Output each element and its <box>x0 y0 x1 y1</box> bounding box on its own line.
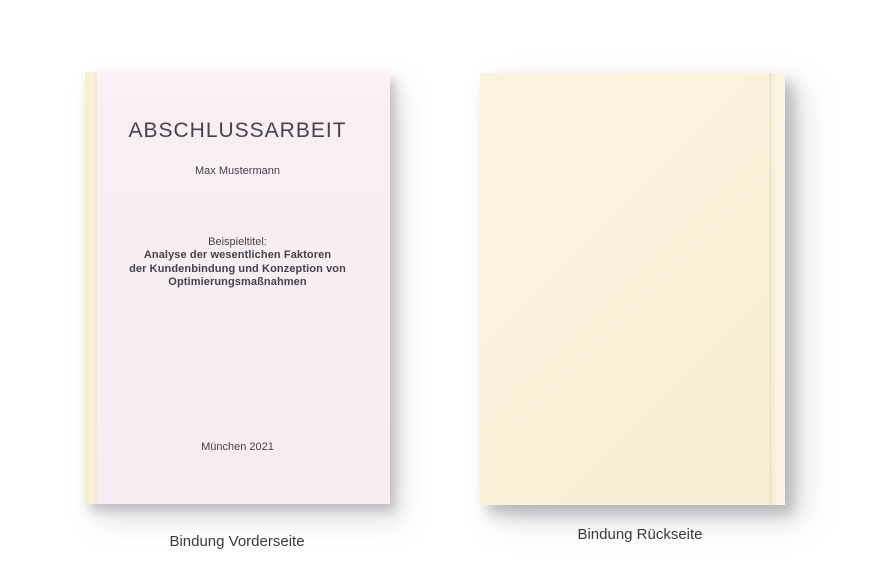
cover-author: Max Mustermann <box>195 165 280 177</box>
back-cover-fold-strip <box>769 73 785 505</box>
thesis-binding-back <box>480 73 785 505</box>
cover-city-year: München 2021 <box>201 441 274 453</box>
cover-subtitle-label: Beispieltitel: <box>208 236 267 248</box>
thesis-binding-front <box>85 72 390 504</box>
front-cover-text-layer <box>85 72 390 504</box>
cover-subtitle-line: der Kundenbindung und Konzeption von <box>129 262 346 275</box>
back-binding-caption: Bindung Rückseite <box>577 526 703 543</box>
cover-subtitle-line: Analyse der wesentlichen Faktoren <box>143 249 332 261</box>
cover-title: ABSCHLUSSARBEIT <box>128 119 347 142</box>
front-binding-caption: Bindung Vorderseite <box>169 533 305 550</box>
cover-subtitle-block <box>85 249 390 290</box>
cover-subtitle-line: Optimierungsmaßnahmen <box>168 276 307 288</box>
